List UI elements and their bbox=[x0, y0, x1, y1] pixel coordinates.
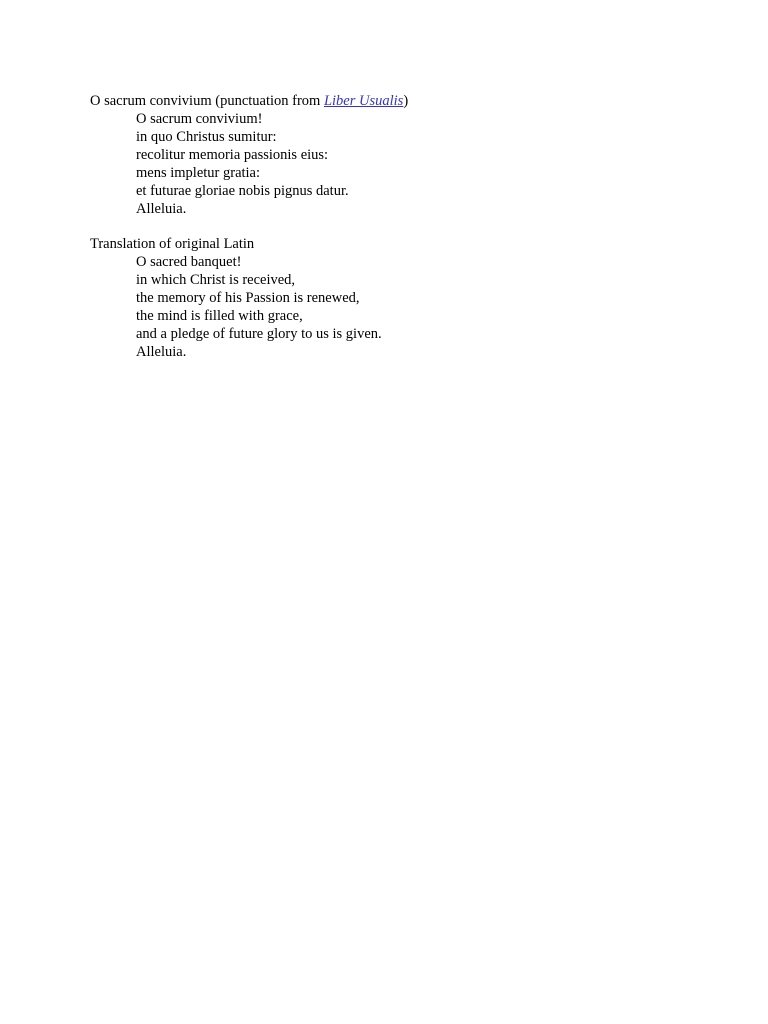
document-page bbox=[90, 92, 730, 361]
translation-line: the memory of his Passion is renewed, bbox=[136, 290, 360, 306]
latin-heading-prefix: O sacrum convivium (punctuation from bbox=[90, 93, 324, 109]
translation-line: and a pledge of future glory to us is given. bbox=[136, 326, 382, 342]
translation-line: the mind is filled with grace, bbox=[136, 308, 303, 324]
latin-section bbox=[90, 92, 730, 218]
latin-heading bbox=[90, 92, 730, 110]
translation-line: in which Christ is received, bbox=[136, 272, 296, 288]
latin-line: O sacrum convivium! bbox=[136, 111, 263, 127]
translation-line: Alleluia. bbox=[136, 344, 187, 360]
translation-verse bbox=[90, 253, 730, 361]
translation-line: O sacred banquet! bbox=[136, 254, 242, 270]
latin-line: recolitur memoria passionis eius: bbox=[136, 147, 329, 163]
latin-line: mens impletur gratia: bbox=[136, 165, 261, 181]
latin-line: in quo Christus sumitur: bbox=[136, 129, 277, 145]
latin-heading-suffix: ) bbox=[403, 93, 409, 109]
latin-line: et futurae gloriae nobis pignus datur. bbox=[136, 183, 349, 199]
liber-usualis-link[interactable]: Liber Usualis bbox=[323, 93, 404, 109]
latin-verse bbox=[90, 110, 730, 218]
translation-section bbox=[90, 235, 730, 361]
latin-line: Alleluia. bbox=[136, 201, 187, 217]
translation-heading: Translation of original Latin bbox=[90, 236, 255, 252]
